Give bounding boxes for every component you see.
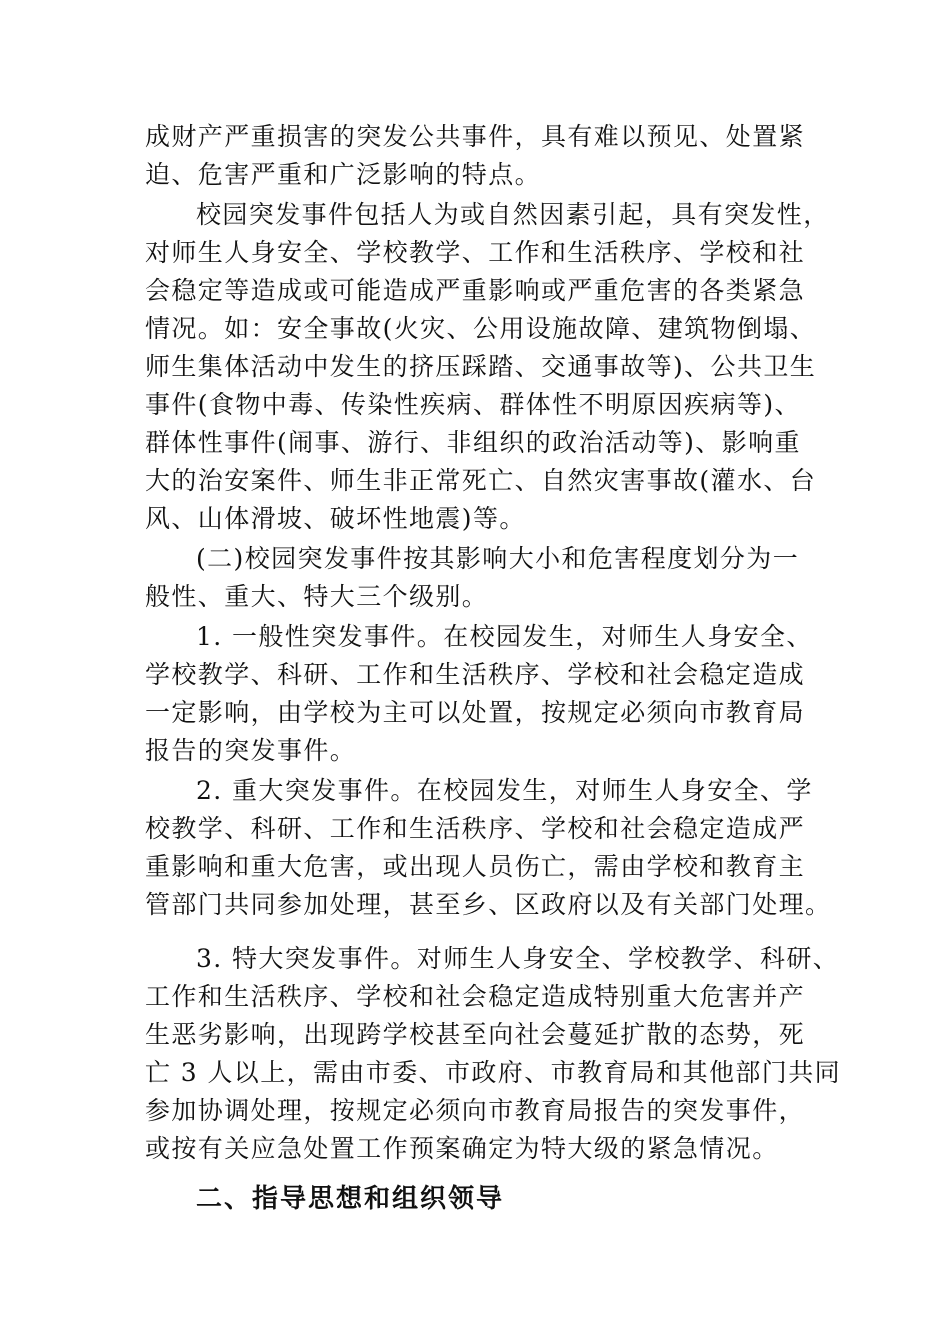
- text-line: 报告的突发事件。: [145, 736, 357, 765]
- text-line: 迫、危害严重和广泛影响的特点。: [145, 160, 542, 189]
- text-line: 工作和生活秩序、学校和社会稳定造成特别重大危害并产: [145, 982, 806, 1011]
- text-line: 校教学、科研、工作和生活秩序、学校和社会稳定造成严: [145, 814, 806, 843]
- text-line: 群体性事件(闹事、游行、非组织的政治活动等)、影响重: [145, 428, 801, 457]
- text-line: 师生集体活动中发生的挤压踩踏、交通事故等)、公共卫生: [145, 352, 817, 381]
- text-line: 亡 3 人以上，需由市委、市政府、市教育局和其他部门共同: [145, 1058, 842, 1087]
- paragraph-start-line: 校园突发事件包括人为或自然因素引起，具有突发性，: [196, 200, 830, 229]
- paragraph-start-line: 1. 一般性突发事件。在校园发生，对师生人身安全、: [196, 622, 813, 651]
- paragraph-start-line: 3. 特大突发事件。对师生人身安全、学校教学、科研、: [196, 944, 840, 973]
- paragraph-start-line: (二)校园突发事件按其影响大小和危害程度划分为一: [196, 544, 800, 573]
- text-line: 大的治安案件、师生非正常死亡、自然灾害事故(灌水、台: [145, 466, 817, 495]
- paragraph-start-line: 2. 重大突发事件。在校园发生，对师生人身安全、学: [196, 776, 813, 805]
- text-line: 生恶劣影响，出现跨学校甚至向社会蔓延扩散的态势，死: [145, 1020, 806, 1049]
- text-line: 或按有关应急处置工作预案确定为特大级的紧急情况。: [145, 1134, 779, 1163]
- text-line: 成财产严重损害的突发公共事件，具有难以预见、处置紧: [145, 122, 806, 151]
- section-heading: 二、指导思想和组织领导: [196, 1184, 505, 1214]
- text-line: 对师生人身安全、学校教学、工作和生活秩序、学校和社: [145, 238, 806, 267]
- text-line: 管部门共同参加处理，甚至乡、区政府以及有关部门处理。: [145, 890, 832, 919]
- text-line: 学校教学、科研、工作和生活秩序、学校和社会稳定造成: [145, 660, 806, 689]
- text-line: 情况。如：安全事故(火灾、公用设施故障、建筑物倒塌、: [145, 314, 817, 343]
- text-line: 事件(食物中毒、传染性疾病、群体性不明原因疾病等)、: [145, 390, 801, 419]
- text-line: 会稳定等造成或可能造成严重影响或严重危害的各类紧急: [145, 276, 806, 305]
- text-line: 重影响和重大危害，或出现人员伤亡，需由学校和教育主: [145, 852, 806, 881]
- text-line: 参加协调处理，按规定必须向市教育局报告的突发事件，: [145, 1096, 806, 1125]
- text-line: 般性、重大、特大三个级别。: [145, 582, 489, 611]
- text-line: 风、山体滑坡、破坏性地震)等。: [145, 504, 526, 533]
- text-line: 一定影响，由学校为主可以处置，按规定必须向市教育局: [145, 698, 806, 727]
